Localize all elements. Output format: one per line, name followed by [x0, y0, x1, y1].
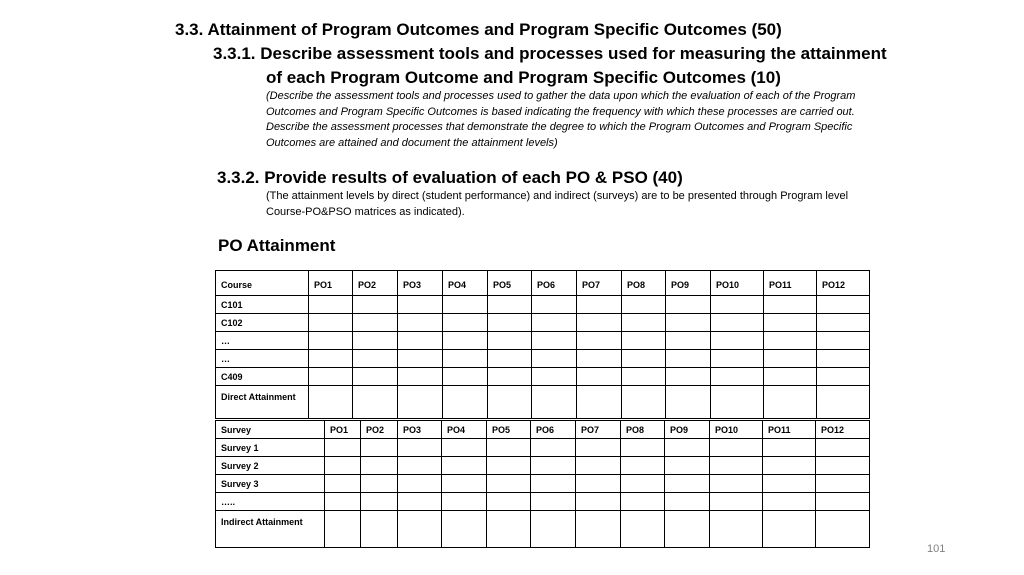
table-cell	[577, 296, 622, 314]
column-header: PO5	[488, 271, 532, 296]
heading-332: 3.3.2. Provide results of evaluation of each PO & PSO (40)	[217, 168, 683, 187]
table-cell	[398, 314, 443, 332]
row-label: Survey 1	[216, 439, 325, 457]
table-cell	[488, 296, 532, 314]
column-header: PO11	[763, 421, 816, 439]
table-cell	[710, 475, 763, 493]
table-cell	[487, 511, 531, 548]
table-cell	[764, 296, 817, 314]
table-cell	[763, 475, 816, 493]
table-cell	[576, 511, 621, 548]
table-row	[216, 493, 870, 511]
table-cell	[325, 493, 361, 511]
table-cell	[710, 457, 763, 475]
table-cell	[442, 493, 487, 511]
table-cell	[532, 332, 577, 350]
table-cell	[621, 439, 665, 457]
table-cell	[361, 439, 398, 457]
column-header: PO1	[325, 421, 361, 439]
table-cell	[763, 457, 816, 475]
column-header: PO6	[531, 421, 576, 439]
table-cell	[325, 439, 361, 457]
table-cell	[817, 368, 870, 386]
column-header: PO3	[398, 421, 442, 439]
table-cell	[622, 296, 666, 314]
column-header: PO2	[361, 421, 398, 439]
row-label: Survey 2	[216, 457, 325, 475]
table-cell	[531, 475, 576, 493]
table-cell	[532, 296, 577, 314]
table-cell	[763, 493, 816, 511]
row-label: …	[216, 350, 309, 368]
column-header: PO10	[711, 271, 764, 296]
table-cell	[398, 511, 442, 548]
table-row	[216, 439, 870, 457]
column-header: Course	[216, 271, 309, 296]
column-header: PO9	[666, 271, 711, 296]
column-header: PO10	[710, 421, 763, 439]
po-attainment-table	[215, 270, 870, 419]
heading-main: 3.3. Attainment of Program Outcomes and Program Specific Outcomes (50)	[175, 20, 782, 39]
table-cell	[353, 332, 398, 350]
table-cell	[325, 457, 361, 475]
table-cell	[666, 332, 711, 350]
table-cell	[398, 457, 442, 475]
table-cell	[711, 332, 764, 350]
table-row	[216, 296, 870, 314]
table-cell	[576, 457, 621, 475]
table-cell	[488, 368, 532, 386]
table-cell	[576, 475, 621, 493]
table-cell	[711, 386, 764, 419]
table-cell	[309, 314, 353, 332]
table-cell	[488, 314, 532, 332]
table-cell	[398, 386, 443, 419]
table-cell	[353, 386, 398, 419]
row-label: …..	[216, 493, 325, 511]
table-cell	[487, 493, 531, 511]
table-cell	[442, 439, 487, 457]
column-header: PO4	[443, 271, 488, 296]
table-cell	[442, 475, 487, 493]
table-cell	[621, 511, 665, 548]
column-header: PO9	[665, 421, 710, 439]
table-cell	[816, 493, 870, 511]
row-label: Indirect Attainment	[216, 511, 325, 548]
table-cell	[577, 368, 622, 386]
table-row	[216, 332, 870, 350]
table-cell	[764, 314, 817, 332]
table-cell	[622, 350, 666, 368]
column-header: PO8	[621, 421, 665, 439]
table-row	[216, 350, 870, 368]
table-cell	[622, 368, 666, 386]
description-332: (The attainment levels by direct (student performance) and indirect (surveys) are to be presented through Program level Course-PO&PSO matrices as indicated).	[266, 190, 849, 218]
table-cell	[816, 511, 870, 548]
description-331: (Describe the assessment tools and processes used to gather the data upon which the evaluation of each of the Program Outcomes and Program Specific Outcomes is based indicating the frequency with which these processes are carried out. Describe the assessment processes that demonstrate the degree to which the Program Outcomes and Program Specific Outcomes are attained and document the attainment levels)	[266, 90, 856, 149]
table-row	[216, 314, 870, 332]
table-cell	[398, 439, 442, 457]
table-cell	[309, 350, 353, 368]
table-cell	[817, 314, 870, 332]
table-cell	[361, 493, 398, 511]
table-cell	[666, 350, 711, 368]
table-cell	[666, 296, 711, 314]
table-cell	[361, 511, 398, 548]
column-header: PO2	[353, 271, 398, 296]
table-cell	[622, 332, 666, 350]
table-cell	[443, 314, 488, 332]
row-label: …	[216, 332, 309, 350]
table-cell	[532, 368, 577, 386]
table-row	[216, 457, 870, 475]
table-cell	[764, 350, 817, 368]
table-cell	[398, 368, 443, 386]
table-cell	[622, 386, 666, 419]
table-cell	[488, 350, 532, 368]
table-cell	[817, 296, 870, 314]
table-cell	[309, 386, 353, 419]
table-cell	[487, 457, 531, 475]
table-cell	[488, 386, 532, 419]
table-cell	[621, 475, 665, 493]
column-header: PO7	[577, 271, 622, 296]
table-cell	[764, 332, 817, 350]
table-cell	[532, 314, 577, 332]
table-cell	[309, 332, 353, 350]
table-cell	[353, 296, 398, 314]
table-cell	[353, 314, 398, 332]
column-header: PO1	[309, 271, 353, 296]
table-cell	[710, 493, 763, 511]
table-cell	[577, 332, 622, 350]
table-cell	[443, 368, 488, 386]
table-cell	[353, 368, 398, 386]
table-cell	[398, 475, 442, 493]
po-attainment-title: PO Attainment	[218, 236, 336, 255]
table-cell	[817, 350, 870, 368]
table-cell	[666, 368, 711, 386]
column-header: PO4	[442, 421, 487, 439]
table-cell	[711, 368, 764, 386]
table-cell	[621, 493, 665, 511]
table-cell	[325, 511, 361, 548]
table-header-row	[216, 421, 870, 439]
table-cell	[443, 386, 488, 419]
table-cell	[711, 296, 764, 314]
table-cell	[531, 511, 576, 548]
column-header: PO3	[398, 271, 443, 296]
table-row	[216, 368, 870, 386]
row-label: Direct Attainment	[216, 386, 309, 419]
table-cell	[443, 350, 488, 368]
table-cell	[577, 314, 622, 332]
table-cell	[487, 439, 531, 457]
table-cell	[353, 350, 398, 368]
table-cell	[531, 457, 576, 475]
column-header: PO8	[622, 271, 666, 296]
row-label: C101	[216, 296, 309, 314]
table-cell	[398, 350, 443, 368]
table-cell	[711, 350, 764, 368]
table-cell	[398, 296, 443, 314]
table-cell	[532, 350, 577, 368]
row-label: C102	[216, 314, 309, 332]
table-cell	[398, 332, 443, 350]
column-header: PO7	[576, 421, 621, 439]
table-cell	[710, 511, 763, 548]
table-row	[216, 511, 870, 548]
column-header: PO6	[532, 271, 577, 296]
table-cell	[665, 493, 710, 511]
survey-attainment-table	[215, 420, 870, 548]
table-cell	[325, 475, 361, 493]
column-header: PO5	[487, 421, 531, 439]
table-cell	[622, 314, 666, 332]
column-header: PO11	[764, 271, 817, 296]
table-cell	[487, 475, 531, 493]
table-cell	[442, 511, 487, 548]
table-cell	[442, 457, 487, 475]
table-cell	[576, 493, 621, 511]
row-label: Survey 3	[216, 475, 325, 493]
heading-331-line1: 3.3.1. Describe assessment tools and processes used for measuring the attainment	[213, 44, 887, 63]
table-cell	[817, 332, 870, 350]
column-header: PO12	[816, 421, 870, 439]
row-label: C409	[216, 368, 309, 386]
table-row	[216, 386, 870, 419]
table-cell	[621, 457, 665, 475]
table-cell	[577, 350, 622, 368]
table-header-row	[216, 271, 870, 296]
column-header: PO12	[817, 271, 870, 296]
table-cell	[764, 368, 817, 386]
table-cell	[443, 332, 488, 350]
table-cell	[361, 457, 398, 475]
table-cell	[816, 457, 870, 475]
table-cell	[763, 511, 816, 548]
table-cell	[309, 368, 353, 386]
table-cell	[666, 386, 711, 419]
table-cell	[443, 296, 488, 314]
table-cell	[817, 386, 870, 419]
table-cell	[764, 386, 817, 419]
table-cell	[710, 439, 763, 457]
table-cell	[576, 439, 621, 457]
table-cell	[665, 475, 710, 493]
table-cell	[531, 439, 576, 457]
table-cell	[309, 296, 353, 314]
table-cell	[816, 475, 870, 493]
table-cell	[666, 314, 711, 332]
table-cell	[711, 314, 764, 332]
table-cell	[665, 511, 710, 548]
table-cell	[665, 457, 710, 475]
table-cell	[361, 475, 398, 493]
table-cell	[665, 439, 710, 457]
column-header: Survey	[216, 421, 325, 439]
heading-331-line2: of each Program Outcome and Program Specific Outcomes (10)	[266, 68, 781, 87]
table-cell	[488, 332, 532, 350]
table-row	[216, 475, 870, 493]
page-number: 101	[927, 543, 946, 555]
table-cell	[398, 493, 442, 511]
table-cell	[531, 493, 576, 511]
table-cell	[763, 439, 816, 457]
table-cell	[532, 386, 577, 419]
table-cell	[816, 439, 870, 457]
table-cell	[577, 386, 622, 419]
